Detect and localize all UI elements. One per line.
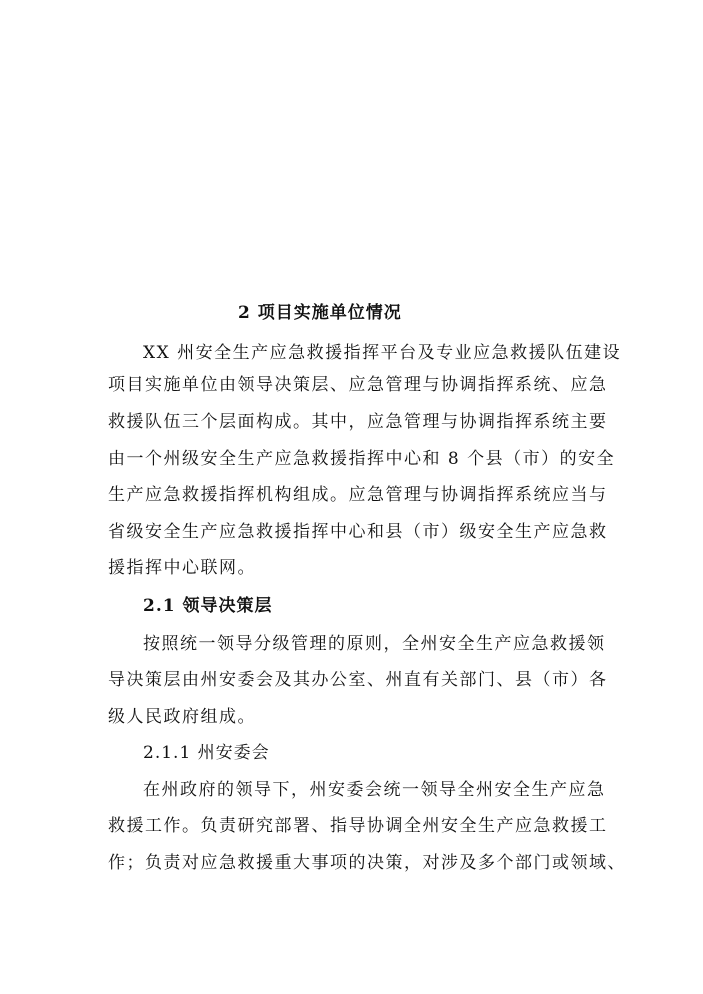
paragraph-line: 级人民政府组成。	[108, 707, 256, 727]
paragraph-line: 项目实施单位由领导决策层、应急管理与协调指挥系统、应急	[108, 375, 608, 395]
subsection-heading: 2.1 领导决策层	[143, 596, 273, 616]
paragraph-line: 作；负责对应急救援重大事项的决策，对涉及多个部门或领域、	[108, 853, 626, 873]
paragraph-line: 在州政府的领导下，州安委会统一领导全州安全生产应急	[143, 780, 606, 800]
paragraph-line: 省级安全生产应急救援指挥中心和县（市）级安全生产应急救	[108, 522, 608, 542]
paragraph-line: 按照统一领导分级管理的原则，全州安全生产应急救援领	[143, 634, 606, 654]
paragraph-line: 导决策层由州安委会及其办公室、州直有关部门、县（市）各	[108, 670, 608, 690]
paragraph-line: 救援队伍三个层面构成。其中，应急管理与协调指挥系统主要	[108, 412, 608, 432]
subsubsection-heading: 2.1.1 州安委会	[143, 743, 270, 763]
paragraph-line: 生产应急救援指挥机构组成。应急管理与协调指挥系统应当与	[108, 485, 608, 505]
paragraph-line: 救援工作。负责研究部署、指导协调全州安全生产应急救援工	[108, 816, 608, 836]
paragraph-line: XX 州安全生产应急救援指挥平台及专业应急救援队伍建设	[143, 343, 622, 363]
paragraph-line: 援指挥中心联网。	[108, 558, 256, 578]
section-heading: 2 项目实施单位情况	[238, 303, 402, 323]
paragraph-line: 由一个州级安全生产应急救援指挥中心和 8 个县（市）的安全	[108, 449, 616, 469]
